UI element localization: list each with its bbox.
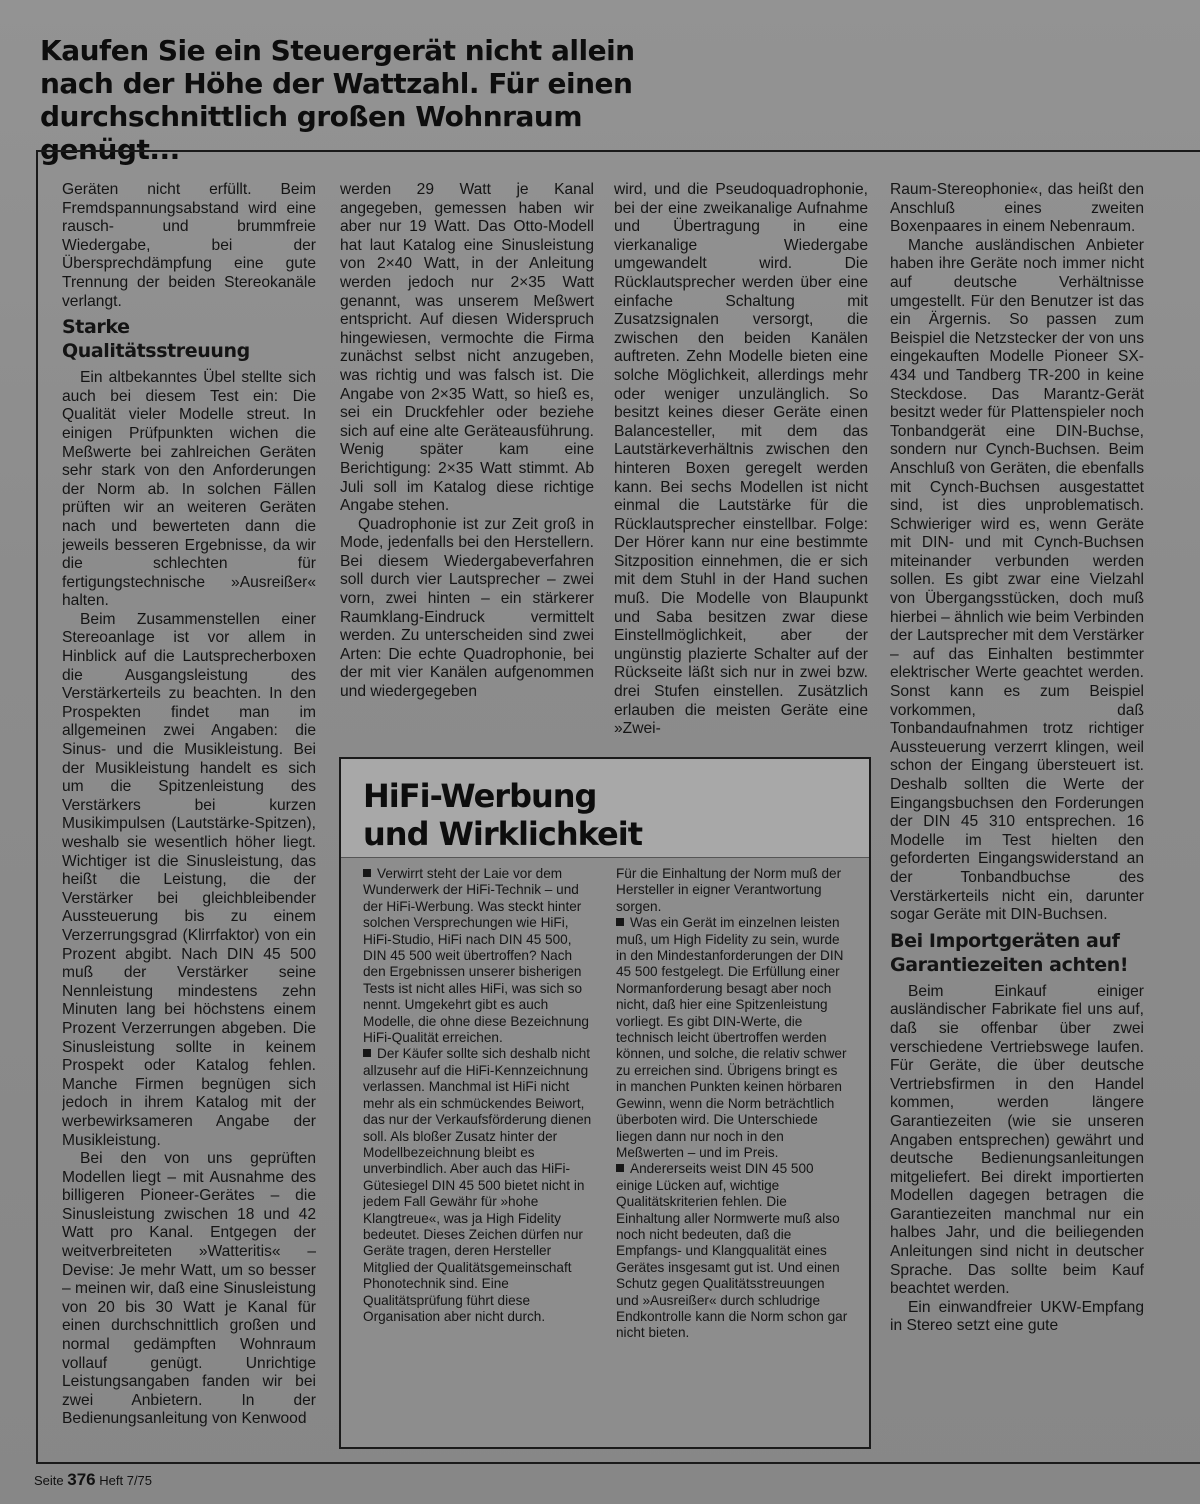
seite-label: Seite [34,1473,64,1488]
page-footer [34,1470,152,1490]
text-column-4 [890,181,1144,1441]
paragraph: Bei den von uns geprüften Modellen liegt – mit Ausnahme des billigeren Pioneer-Gerätes – die Sinusleistung zwischen 18 und 42 Watt pro Kanal. Entgegen der weitverbreiteten »Watteritis« – Devise: Je mehr Watt, um so besser – meinen wir, daß eine Sinusleistung von 20 bis 30 Watt je Kanal für einen durchschnittlich großen und normal gedämpften Wohnraum vollauf genügt. Unrichtige Leistungsangaben fanden wir bei zwei Anbietern. In der Bedienungsanleitung von Kenwood [62,1150,316,1428]
paragraph: Beim Einkauf einiger ausländischer Fabrikate fiel uns auf, daß sie offenbar über zwei verschiedene Vertriebswege laufen. Für Geräte, die über deutsche Vertriebsfirmen in den Handel kommen, werden längere Garantiezeiten (wie sie unseren Angaben entsprechen) gewährt und deutsche Bedienungsanleitungen mitgeliefert. Bei direkt importierten Modellen dagegen betragen die Garantiezeiten manchmal nur ein halbes Jahr, und die beiliegenden Anleitungen sind nicht in deutscher Sprache. Das sollte beim Kauf beachtet werden. [890,982,1144,1298]
box-paragraph: Andererseits weist DIN 45 500 einige Lücken auf, wichtige Qualitätskriterien fehlen. Die Einhaltung aller Normwerte muß also noch nicht bedeuten, daß die Empfangs- und Klangqualität eines Gerätes insgesamt gut ist. Und einen Schutz gegen Qualitätsstreuungen und »Ausreißer« durch schludrige Endkontrolle kann die Norm schon gar nicht bieten. [616,1161,848,1341]
paragraph: Ein altbekanntes Übel stellte sich auch bei diesem Test ein: Die Qualität vieler Modelle streut. In einigen Prüfpunkten wichen die Meßwerte bei zahlreichen Geräten sehr stark von den Anforderungen der Norm ab. In solchen Fällen prüften wir an weiteren Geräten nach und bewerteten dann die jeweils besseren Ergebnisse, da wir die schlechten für fertigungstechnische »Ausreißer« halten. [62,369,316,610]
box-paragraph: Verwirrt steht der Laie vor dem Wunderwerk der HiFi-Technik – und der HiFi-Werbung. Was steckt hinter solchen Versprechungen wie HiFi, HiFi-Studio, HiFi nach DIN 45 500, DIN 45 500 weit übertroffen? Nach den Ergebnissen unserer bisherigen Tests ist nicht alles HiFi, was sich so nennt. Umgekehrt gibt es auch Modelle, die ohne diese Bezeichnung HiFi-Qualität erreichen. [363,866,589,1046]
issue-label: Heft 7/75 [99,1473,153,1488]
square-bullet-icon [616,1164,624,1172]
paragraph: Quadrophonie ist zur Zeit groß in Mode, jedenfalls bei den Herstellern. Bei diesem Wiedergabeverfahren soll durch vier Lautsprecher – zwei vorn, zwei hinten – ein stärkerer Raumklang-Eindruck vermittelt werden. Zu unterscheiden sind zwei Arten: Die echte Quadrophonie, bei der mit vier Kanälen aufgenommen und wiedergegeben [340,515,594,701]
page-number: 376 [67,1470,96,1489]
sidebar-box-header [341,759,869,858]
square-bullet-icon [363,869,371,877]
box-paragraph: Für die Einhaltung der Norm muß der Hersteller in eigner Verantwortung sorgen. [616,866,842,914]
section-heading: Bei Importgeräten auf Garantiezeiten achten! [890,929,1129,976]
paragraph: werden 29 Watt je Kanal angegeben, gemessen haben wir aber nur 19 Watt. Das Otto-Modell hat laut Katalog eine Sinusleistung von 2×40 Watt, in der Anleitung werden jedoch nur 2×35 Watt genannt, was unserem Meßwert entspricht. Auf diesen Widerspruch hingewiesen, vermochte die Firma zunächst selbst nicht anzugeben, was richtig und was falsch ist. Die Angabe von 2×35 Watt, so hieß es, sei ein Druckfehler oder beziehe sich auf eine alte Geräteausführung. Wenig später kam eine Berichtigung: 2×35 Watt stimmt. Ab Juli soll im Katalog diese richtige Angabe stehen. [340,181,594,515]
frame-bottom-rule [36,1462,1200,1464]
box-title-line-1: HiFi-Werbung [363,777,597,815]
sidebar-box-title [363,777,642,853]
box-title-line-2: und Wirklichkeit [363,815,643,853]
paragraph: Raum-Stereophonie«, das heißt den Anschluß eines zweiten Boxenpaares in einem Nebenraum. [890,181,1144,236]
text-column-3 [614,181,868,741]
paragraph: Beim Zusammenstellen einer Stereoanlage ist vor allem in Hinblick auf die Lautsprecherboxen die Ausgangsleistung des Verstärkerteils zu beachten. In den Prospekten findet man im allgemeinen zwei Angaben: die Sinus- und die Musikleistung. Bei der Musikleistung handelt es sich um die Spitzenleistung des Verstärkers bei kurzen Musikimpulsen (Lautstärke-Spitzen), weshalb sie wesentlich höher liegt. Wichtiger ist die Sinusleistung, das heißt die Leistung, die der Verstärker bei gleichbleibender Aussteuerung bis zu einem Verzerrungsgrad (Klirrfaktor) von ein Prozent abgibt. Nach DIN 45 500 muß der Verstärker seine Nennleistung mindestens zehn Minuten lang bei höchstens einem Prozent Verzerrungen abgeben. Die Sinusleistung sollte in keinem Prospekt oder Katalog fehlen. Manche Firmen begnügen sich jedoch in ihrem Katalog mit der werbewirksameren Angabe der Musikleistung. [62,610,316,1149]
text-column-2 [340,181,594,741]
sidebar-box [339,757,871,1449]
text-column-1 [62,181,316,1443]
paragraph: wird, und die Pseudoquadrophonie, bei der eine zweikanalige Aufnahme und Übertragung in eine vierkanalige Wiedergabe umgewandelt wird. Die Rücklautsprecher werden über eine einfache Schaltung mit Zusatzsignalen versorgt, die zwischen den beiden Kanälen auftreten. Zehn Modelle bieten eine solche Möglichkeit, allerdings mehr oder weniger unzulänglich. So besitzt keines dieser Geräte einen Balancesteller, mit dem das Lautstärkeverhältnis zwischen den hinteren Boxen geregelt werden kann. Bei sechs Modellen ist nicht einmal die Lautstärke für die Rücklautsprecher einstellbar. Folge: Der Hörer kann nur eine bestimmte Sitzposition einnehmen, die er sich mit dem Stuhl in der Hand suchen muß. Die Modelle von Blaupunkt und Saba besitzen zwar diese Einstellmöglichkeit, aber der ungünstig plazierte Schalter auf der Rückseite läßt sich nur in zwei bzw. drei Stufen einstellen. Zusätzlich erlauben die meisten Geräte eine »Zwei- [614,181,868,738]
frame-left-rule [36,150,38,1462]
paragraph: Ein einwandfreier UKW-Empfang in Stereo setzt eine gute [890,1298,1144,1335]
box-paragraph: Was ein Gerät im einzelnen leisten muß, um High Fidelity zu sein, wurde in den Mindestanforderungen der DIN 45 500 festgelegt. Die Erfüllung einer Normanforderung besagt aber noch nicht, daß hier eine Spitzenleistung vorliegt. Es gibt DIN-Werte, die technisch leicht übertroffen werden können, und solche, die relativ schwer zu erreichen sind. Übrigens bringt es in manchen Punkten keinen hörbaren Gewinn, wenn die Norm beträchtlich überboten wird. Die Unterschiede liegen dann nur noch in den Meßwerten – und im Preis. [616,915,847,1160]
box-column-left [363,866,595,1436]
square-bullet-icon [616,918,624,926]
paragraph: Manche ausländischen Anbieter haben ihre Geräte noch immer nicht auf deutsche Verhältnisse umgestellt. Für den Benutzer ist das ein Ärgernis. So passen zum Beispiel die Netzstecker der von uns eingekauften Modelle Pioneer SX-434 und Tandberg TR-200 in keine Steckdose. Das Marantz-Gerät besitzt weder für Plattenspieler noch Tonbandgerät eine DIN-Buchse, sondern nur Cynch-Buchsen. Beim Anschluß von Geräten, die ebenfalls mit Cynch-Buchsen ausgestattet sind, ist dies unproblematisch. Schwieriger wird es, wenn Geräte mit DIN- und mit Cynch-Buchsen miteinander verbunden werden sollen. Es gibt zwar eine Vielzahl von Übergangsstücken, doch muß hierbei – ähnlich wie beim Verbinden der Lautsprecher mit dem Verstärker – auf das Einhalten bestimmter elektrischer Werte geachtet werden. Sonst kann es zum Beispiel vorkommen, daß Tonbandaufnahmen trotz richtiger Aussteuerung verzerrt klingen, weil schon der Eingang übersteuert ist. Deshalb sollten die Werte der Eingangsbuchsen den Forderungen der DIN 45 310 entsprechen. 16 Modelle im Test hielten den geforderten Eingangswiderstand an der Tonbandbuchse des Verstärkerteils nicht ein, darunter sogar Geräte mit DIN-Buchsen. [890,236,1144,924]
box-paragraph: Der Käufer sollte sich deshalb nicht allzusehr auf die HiFi-Kennzeichnung verlassen. Manchmal ist HiFi nicht mehr als ein schmückendes Beiwort, das nur der Verkaufsförderung dienen soll. Als bloßer Zusatz hinter der Modellbezeichnung bleibt es unverbindlich. Aber auch das HiFi-Gütesiegel DIN 45 500 bietet nicht in jedem Fall Gewähr für »hohe Klangtreue«, was ja High Fidelity bedeutet. Dieses Zeichen dürfen nur Geräte tragen, deren Hersteller Mitglied der Qualitätsgemeinschaft Phonotechnik sind. Eine Qualitätsprüfung führt diese Organisation aber nicht durch. [363,1046,592,1324]
paragraph: Geräten nicht erfüllt. Beim Fremdspannungsabstand wird eine rausch- und brummfreie Wiedergabe, bei der Übersprechdämpfung eine gute Trennung der beiden Stereokanäle verlangt. [62,181,316,310]
box-column-right [616,866,848,1436]
frame-top-rule [36,150,1200,152]
section-heading: Starke Qualitätsstreuung [62,316,250,363]
square-bullet-icon [363,1049,371,1057]
headline: Kaufen Sie ein Steuergerät nicht allein nach der Höhe der Wattzahl. Für einen durchschnittlich großen Wohnraum genügt... [40,34,635,166]
